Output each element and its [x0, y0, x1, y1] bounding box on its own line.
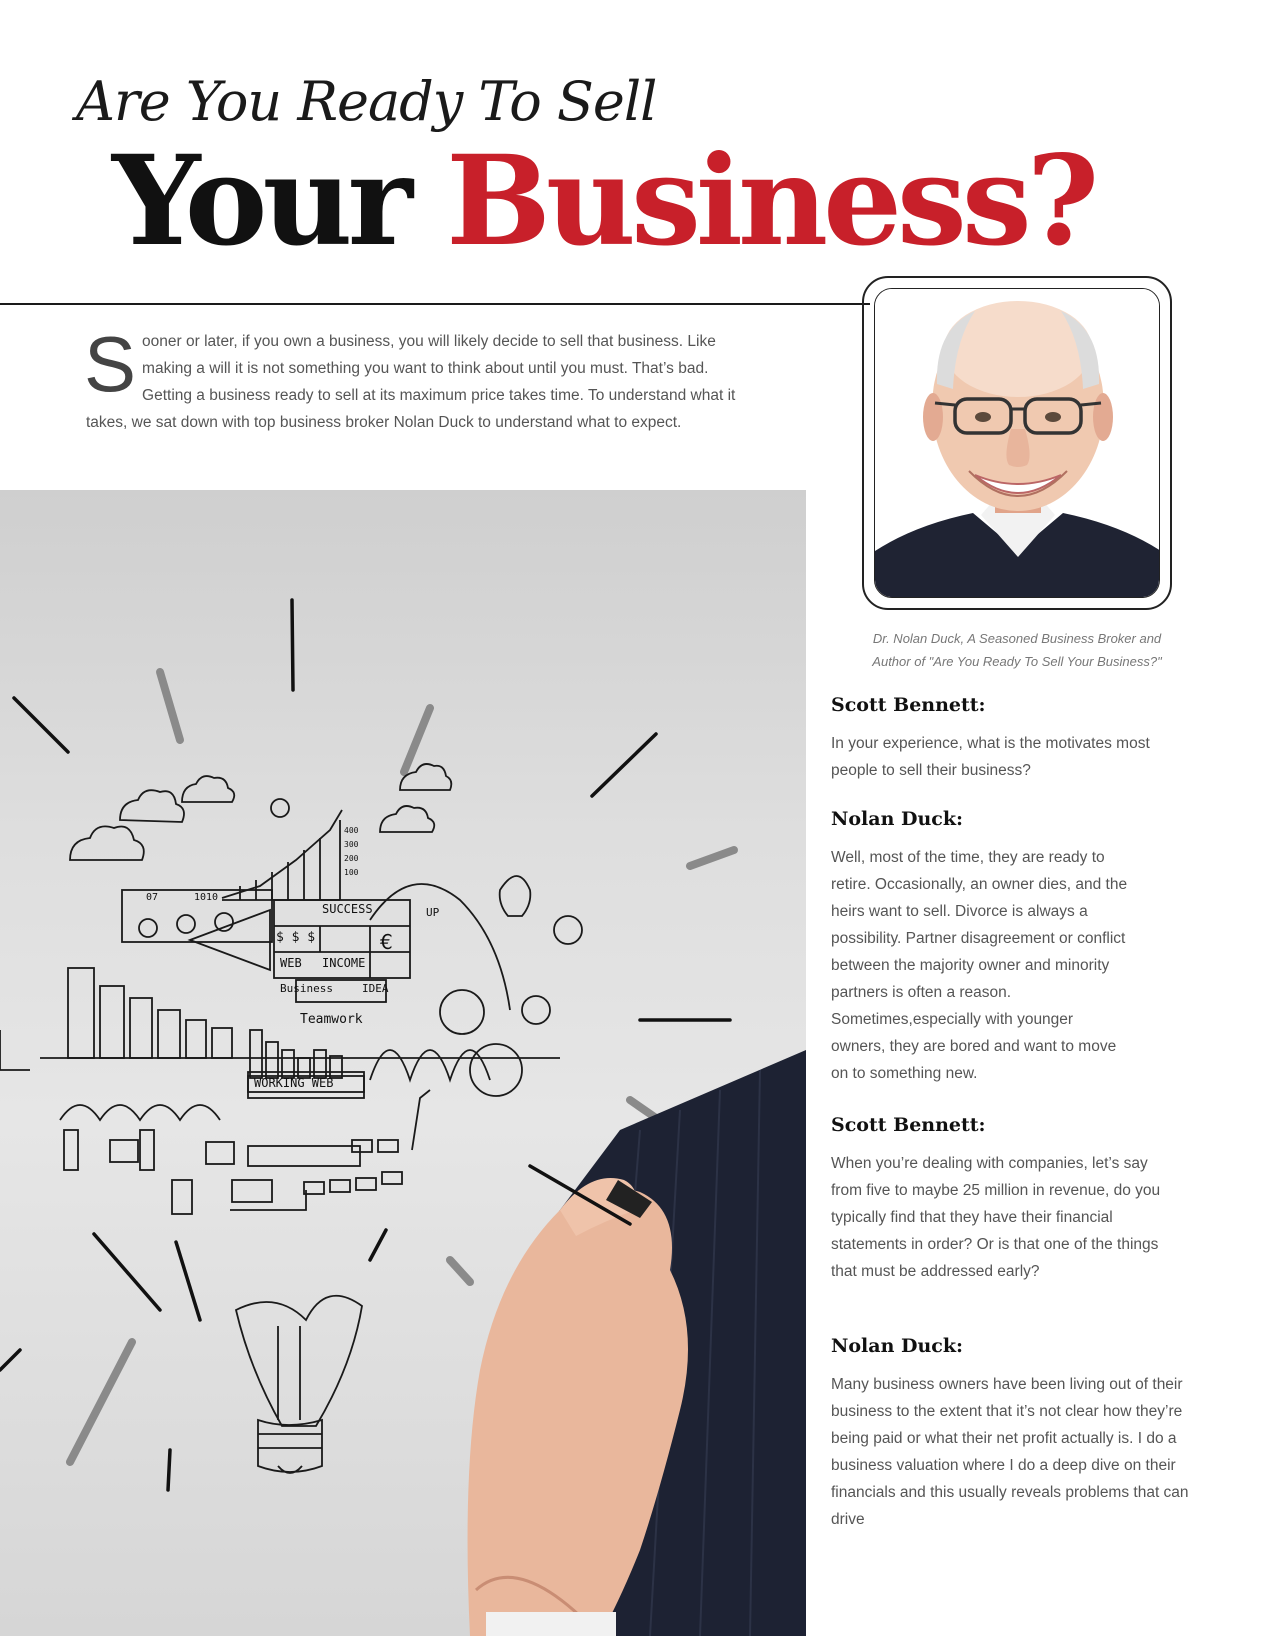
article-title [112, 129, 1095, 274]
sketch-label-euro: € [380, 930, 393, 954]
sketch-label-binary: 1010 [194, 892, 219, 903]
interview-question [831, 694, 1191, 784]
sketch-label-success: SUCCESS [322, 902, 373, 916]
portrait-illustration [875, 289, 1160, 598]
interview-question [831, 1114, 1191, 1285]
axis-tick: 100 [344, 868, 359, 877]
sketch-drawing [0, 490, 806, 1636]
speaker-name: Scott Bennett: [831, 1114, 986, 1136]
axis-tick: 300 [344, 840, 359, 849]
speaker-name: Nolan Duck: [831, 808, 964, 830]
sketch-label-income: INCOME [322, 956, 366, 970]
interview-text: Well, most of the time, they are ready to retire. Occasionally, an owner dies, and the heirs want to sell. Divorce is always a possibility. Partner disagreement or conflict between the majority owner and minority partners is often a reason. Sometimes,especially with younger owners, they are bored and want to move on to something new. [831, 849, 1128, 1082]
interview-text: When you’re dealing with companies, let’s say from five to maybe 25 million in revenue, do you typically find that they have their financial statements in order? Or is that one of the things that must be addressed early? [831, 1155, 1161, 1280]
axis-tick: 200 [344, 854, 359, 863]
article-kicker: Are You Ready To Sell [76, 70, 657, 133]
sketch-label-number: 07 [146, 892, 159, 903]
lightbulb-sketch-illustration [0, 490, 806, 1636]
sketch-label-web: WEB [280, 956, 302, 970]
sketch-label-idea: IDEA [362, 982, 389, 995]
sketch-label-business: Business [280, 982, 333, 995]
interview-answer [831, 1335, 1191, 1533]
sketch-label-working-web: WORKING WEB [254, 1076, 334, 1090]
interview-answer [831, 808, 1191, 1087]
sketch-label-up: UP [426, 906, 440, 919]
intro-text: ooner or later, if you own a business, you will likely decide to sell that business. Like making a will it is not something you want to think about until you must. That’s bad. Getting a business ready to sell at its maximum price takes time. To understand what it takes, we sat down with top business broker Nolan Duck to understand what to expect. [86, 333, 736, 431]
speaker-name: Nolan Duck: [831, 1335, 964, 1357]
sketch-label-teamwork: Teamwork [300, 1012, 363, 1027]
portrait-photo [874, 288, 1160, 598]
caption-line-1: Dr. Nolan Duck, A Seasoned Business Broker and [872, 631, 1162, 646]
portrait-caption [862, 627, 1172, 673]
interview-text: In your experience, what is the motivates most people to sell their business? [831, 735, 1150, 779]
intro-paragraph [84, 320, 736, 436]
interview-text: Many business owners have been living out of their business to the extent that it’s not clear how they’re being paid or what their net profit actually is. I do a business valuation where I do a deep dive on their financials and this usually reveals problems that can drive [831, 1376, 1189, 1528]
axis-tick: 400 [344, 826, 359, 835]
sketch-label-dollars: $ $ $ [276, 930, 316, 945]
title-word-your: Your [112, 129, 408, 274]
title-word-business: Business? [446, 129, 1095, 274]
header-rule [0, 303, 870, 305]
caption-line-2: Author of "Are You Ready To Sell Your Business?" [872, 654, 1162, 669]
drop-cap: S [84, 320, 137, 408]
speaker-name: Scott Bennett: [831, 694, 986, 716]
sketch-axis-ticks [344, 824, 358, 880]
